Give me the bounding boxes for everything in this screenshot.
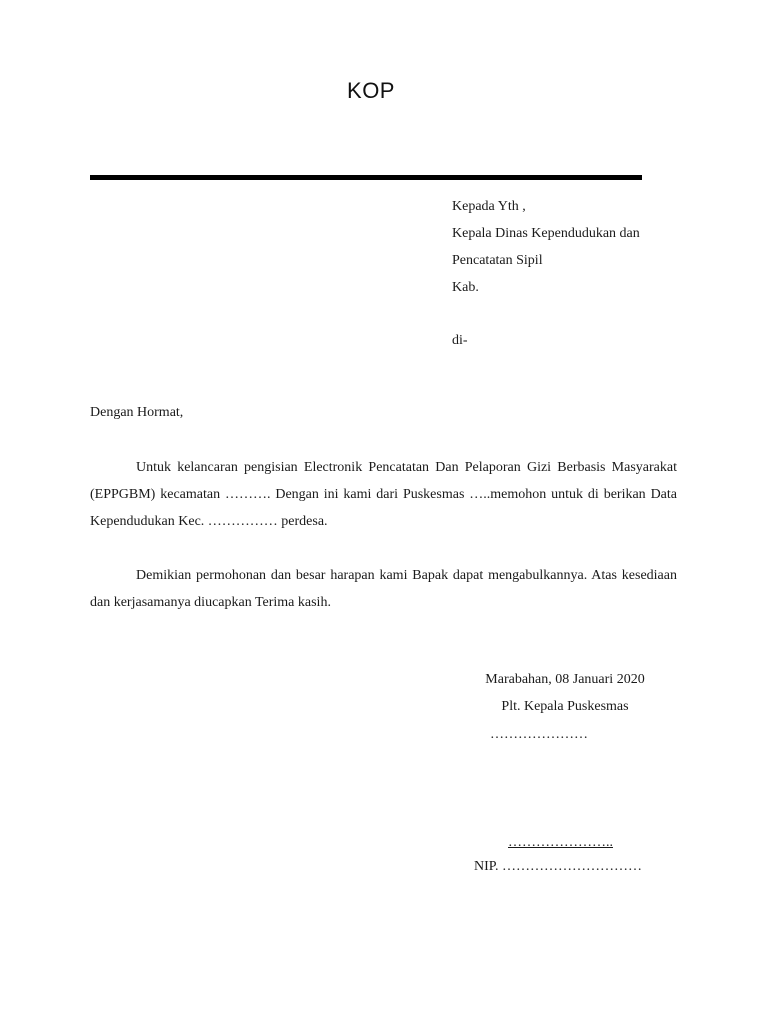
- recipient-line-regency: Kab.: [452, 280, 479, 295]
- recipient-line-office-cont: Pencatatan Sipil: [452, 253, 543, 268]
- signature-org-placeholder: …………………: [490, 727, 588, 742]
- paragraph-closing-text: Demikian permohonan dan besar harapan kami Bapak dapat mengabulkannya. Atas kesediaan dan kerjasamanya diucapkan Terima kasih.: [90, 568, 677, 610]
- signature-name-placeholder: …………………..: [508, 835, 613, 850]
- greeting: Dengan Hormat,: [90, 405, 184, 420]
- signature-place-date: Marabahan, 08 Januari 2020: [485, 672, 645, 687]
- paragraph-request-text: Untuk kelancaran pengisian Electronik Pencatatan Dan Pelaporan Gizi Berbasis Masyarakat (EPPGBM) kecamatan ………. Dengan ini kami dari Puskesmas …..memohon untuk di berikan Data Kependudukan Kec. …………… perdesa.: [90, 460, 677, 529]
- signature-position: Plt. Kepala Puskesmas: [501, 699, 629, 714]
- body-paragraph-request: [90, 454, 677, 535]
- body-paragraph-closing: [90, 562, 677, 616]
- recipient-line-office: Kepala Dinas Kependudukan dan: [452, 226, 640, 241]
- signature-nip: NIP. …………………………: [474, 859, 643, 874]
- recipient-line-location: di-: [452, 333, 468, 348]
- header-divider: [90, 175, 642, 180]
- recipient-line-salutation: Kepada Yth ,: [452, 199, 526, 214]
- kop-title: KOP: [347, 78, 395, 103]
